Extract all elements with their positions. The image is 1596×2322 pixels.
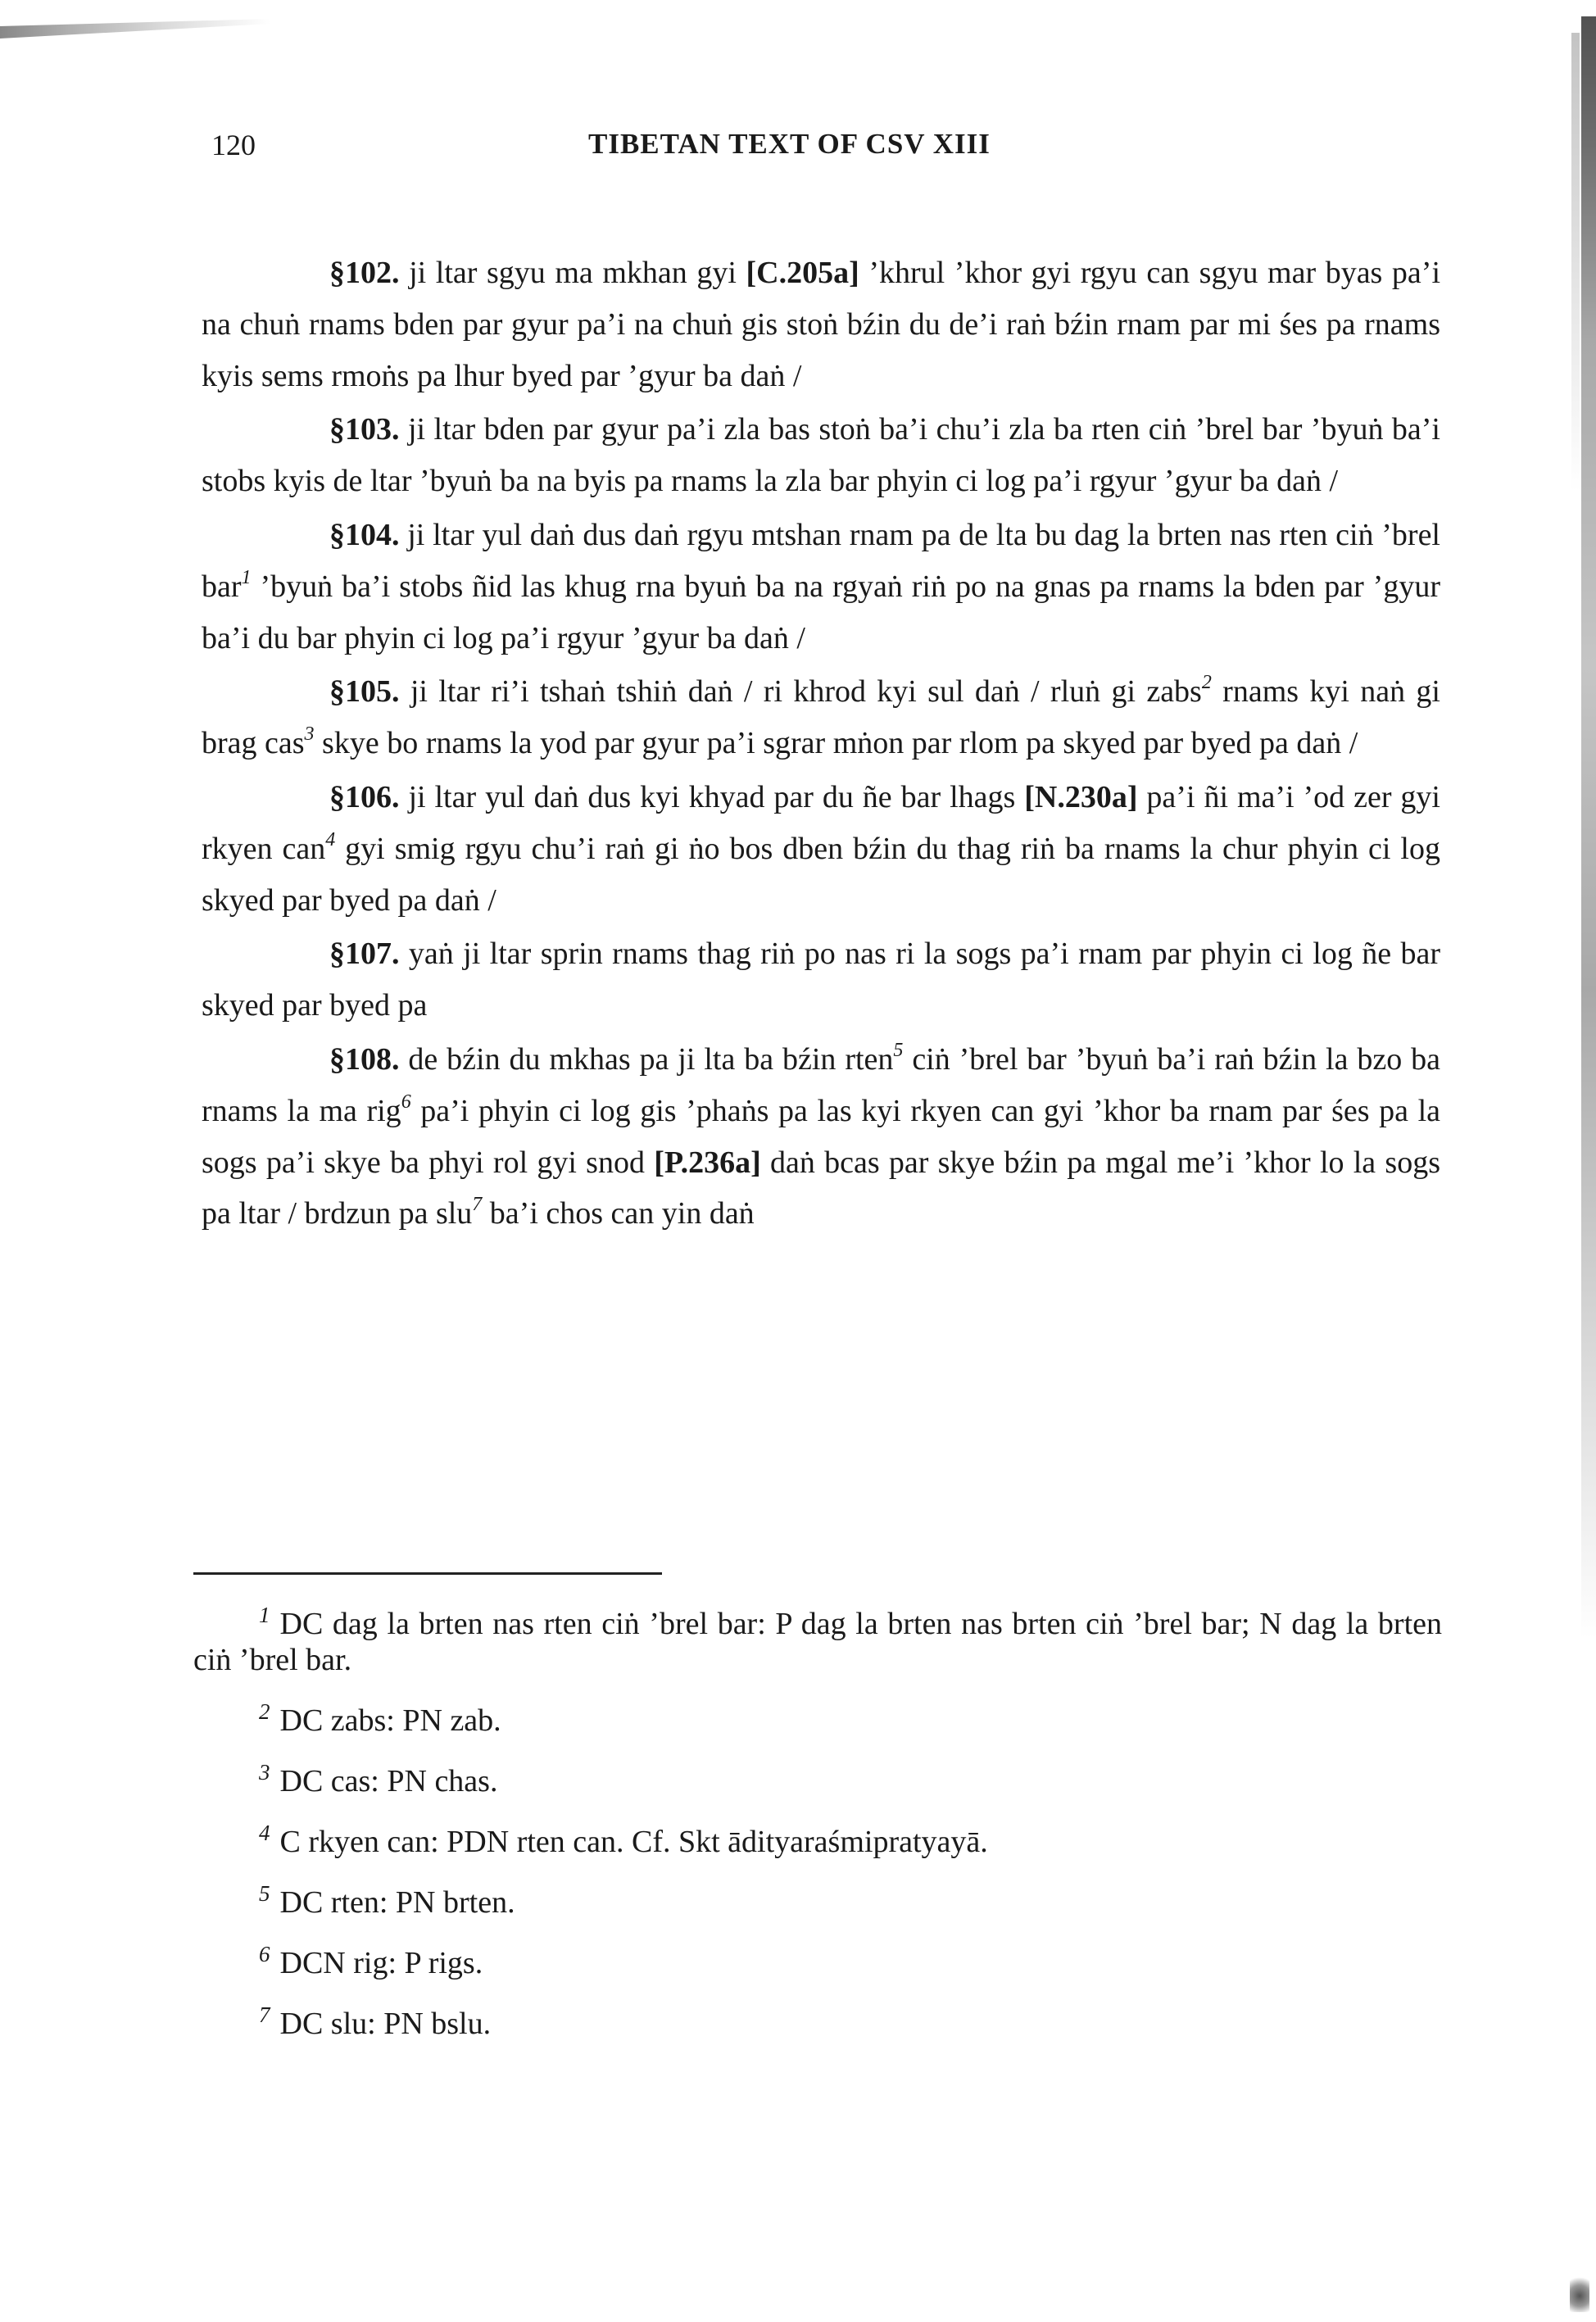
- paragraph-text: ji ltar yul daṅ dus daṅ rgyu mtshan rnam pa de lta bu dag la brten nas rten ciṅ ’brel bar: [202, 517, 1440, 604]
- footnotes: [193, 1603, 1442, 2066]
- scan-edge-right: [1581, 16, 1596, 1639]
- paragraph: [202, 510, 1440, 664]
- paragraph: [202, 247, 1440, 401]
- folio-reference: [C.205a]: [746, 256, 859, 290]
- scan-edge-top: [0, 16, 270, 41]
- footnote-marker: 6: [401, 1091, 411, 1113]
- paragraph: [202, 772, 1440, 926]
- footnote-number: 7: [259, 2002, 270, 2027]
- footnote-number: 1: [259, 1603, 270, 1627]
- footnote-marker: 5: [893, 1039, 904, 1061]
- section-number: §103.: [329, 412, 400, 447]
- footnote-text: DC slu: PN bslu.: [279, 2007, 492, 2041]
- paragraph-text: ba’i chos can yin daṅ: [482, 1196, 755, 1231]
- paragraph-text: ji ltar bden par gyur pa’i zla bas stoṅ ba’i chu’i zla ba rten ciṅ ’brel bar ’byuṅ ba’i stobs kyis de ltar ’byuṅ ba na byis pa rnams la zla bar phyin ci log pa’i rgyur ’gyur ba daṅ /: [202, 412, 1440, 499]
- footnote-marker: 7: [472, 1194, 483, 1216]
- footnote-text: DC zabs: PN zab.: [279, 1703, 501, 1738]
- footnote-number: 3: [259, 1760, 270, 1785]
- footnote: [193, 1881, 1442, 1921]
- footnote-marker: 3: [304, 723, 315, 746]
- footnote: [193, 1603, 1442, 1678]
- folio-reference: [P.236a]: [654, 1145, 761, 1180]
- section-number: §106.: [329, 779, 400, 814]
- paragraph-text: daṅ bcas par skye bźin pa mgal me’i ’khor lo la sogs pa ltar / brdzun pa slu: [202, 1145, 1440, 1231]
- paragraph-text: gyi smig rgyu chu’i raṅ gi ṅo bos dben bźin du thag riṅ ba rnams la chur phyin ci log skyed par byed pa daṅ /: [202, 831, 1440, 918]
- running-head: TIBETAN TEXT OF CSV XIII: [588, 128, 991, 160]
- paragraph-text: rnams kyi naṅ gi brag cas: [202, 674, 1440, 761]
- section-number: §104.: [329, 517, 400, 552]
- page-number: 120: [211, 129, 256, 161]
- footnote-marker: 4: [325, 828, 336, 850]
- footnote-text: DC dag la brten nas rten ciṅ ’brel bar: P dag la brten nas brten ciṅ ’brel bar; N dag la brten ciṅ ’brel bar.: [193, 1607, 1442, 1677]
- section-number: §108.: [329, 1041, 400, 1077]
- paragraph-text: ’khrul ’khor gyi rgyu can sgyu mar byas pa’i na chuṅ rnams bden par gyur pa’i na chuṅ gis stoṅ bźin du de’i raṅ bźin rnam par mi śes pa rnams kyis sems rmoṅs pa lhur byed par ’gyur ba daṅ /: [202, 256, 1440, 393]
- footnote-number: 5: [259, 1881, 270, 1906]
- page-header: [211, 128, 1440, 169]
- scan-corner-mark: [1570, 2271, 1589, 2312]
- paragraph-text: ji ltar yul daṅ dus kyi khyad par du ñe bar lhags: [399, 779, 1025, 814]
- footnote-text: C rkyen can: PDN rten can. Cf. Skt ādityaraśmipratyayā.: [279, 1825, 988, 1859]
- footnote: [193, 1699, 1442, 1739]
- paragraph-text: skye bo rnams la yod par gyur pa’i sgrar mṅon par rlom pa skyed par byed pa daṅ /: [314, 726, 1358, 761]
- body-text: [202, 247, 1440, 1242]
- paragraph-text: pa’i ñi ma’i ’od zer gyi rkyen can: [202, 779, 1440, 866]
- footnote: [193, 1942, 1442, 1981]
- paragraph-text: ’byuṅ ba’i stobs ñid las khug rna byuṅ ba na rgyaṅ riṅ po na gnas pa rnams la bden par ’gyur ba’i du bar phyin ci log pa’i rgyur ’gyur ba daṅ /: [202, 569, 1440, 655]
- section-number: §102.: [329, 256, 400, 290]
- paragraph: [202, 404, 1440, 507]
- footnote-number: 4: [259, 1821, 270, 1845]
- scan-edge-right-shadow: [1571, 33, 1580, 492]
- footnote-marker: 1: [241, 566, 252, 588]
- folio-reference: [N.230a]: [1024, 779, 1138, 814]
- paragraph: [202, 928, 1440, 1032]
- paragraph-text: ji ltar ri’i tshaṅ tshiṅ daṅ / ri khrod kyi sul daṅ / rluṅ gi zabs: [399, 674, 1202, 710]
- section-number: §107.: [329, 937, 400, 972]
- footnote-marker: 2: [1201, 672, 1212, 694]
- footnote-text: DCN rig: P rigs.: [279, 1946, 483, 1980]
- paragraph: [202, 666, 1440, 769]
- footnote: [193, 2002, 1442, 2042]
- footnote-number: 6: [259, 1942, 270, 1966]
- footnote-text: DC rten: PN brten.: [279, 1885, 515, 1920]
- paragraph: [202, 1034, 1440, 1240]
- paragraph-text: pa’i phyin ci log gis ’phaṅs pa las kyi rkyen can gyi ’khor ba rnam par śes pa la sogs pa’i skye ba phyi rol gyi snod: [202, 1093, 1440, 1180]
- footnote-number: 2: [259, 1699, 270, 1724]
- paragraph-text: ciṅ ’brel bar ’byuṅ ba’i raṅ bźin la bzo ba rnams la ma rig: [202, 1041, 1440, 1128]
- footnote-rule: [193, 1572, 662, 1575]
- section-number: §105.: [329, 674, 400, 710]
- footnote-text: DC cas: PN chas.: [279, 1764, 498, 1798]
- footnote: [193, 1760, 1442, 1799]
- paragraph-text: ji ltar sgyu ma mkhan gyi: [399, 256, 746, 290]
- paragraph-text: de bźin du mkhas pa ji lta ba bźin rten: [399, 1041, 894, 1077]
- paragraph-text: yaṅ ji ltar sprin rnams thag riṅ po nas ri la sogs pa’i rnam par phyin ci log ñe bar skyed par byed pa: [202, 937, 1440, 1023]
- footnote: [193, 1821, 1442, 1860]
